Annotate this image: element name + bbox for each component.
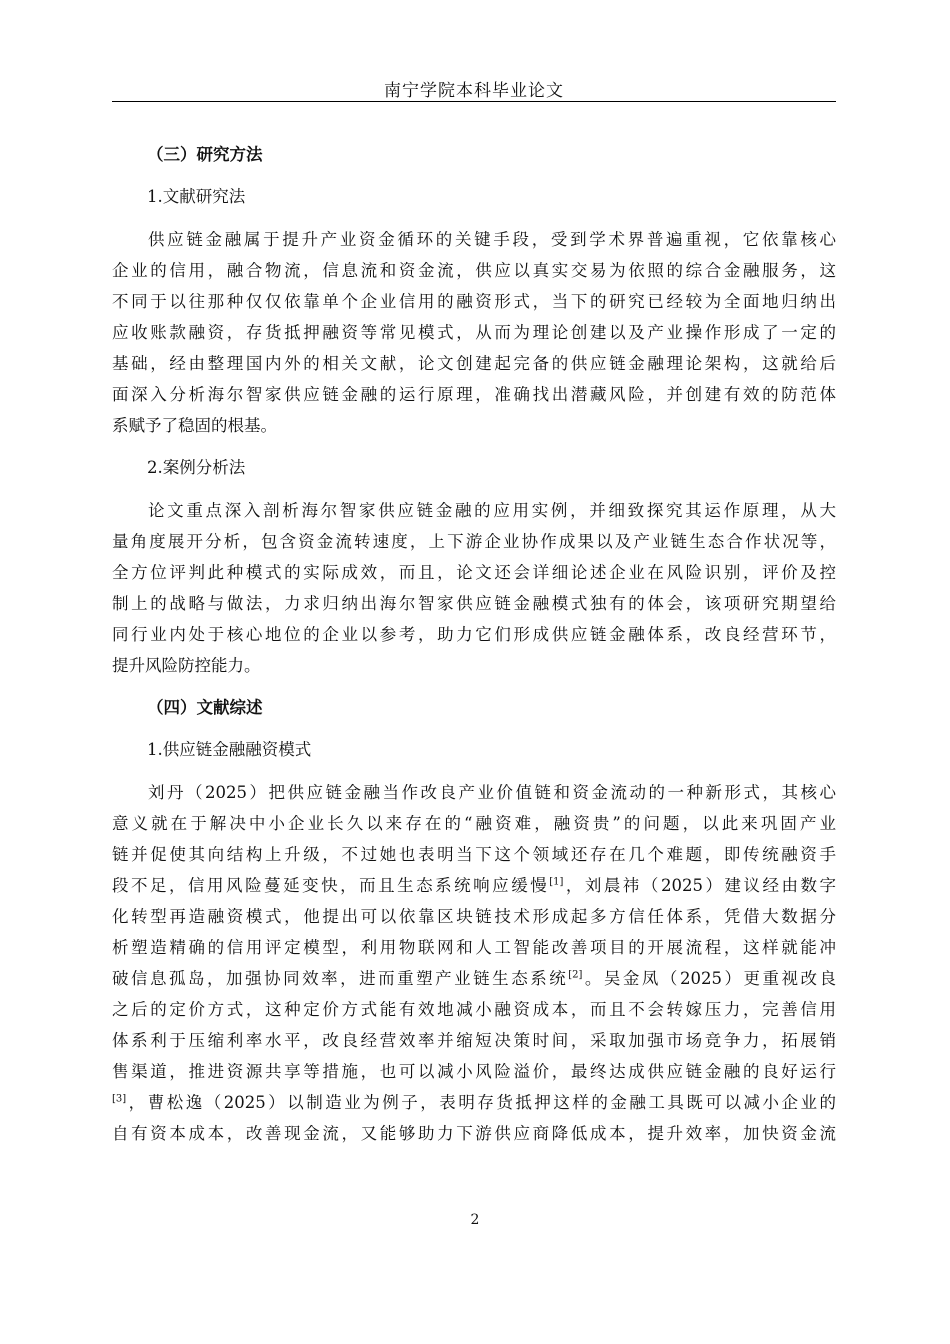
text-segment: 段不足，信用风险蔓延变快，而且生态系统响应缓慢 [112, 876, 550, 895]
section-heading-literature-review: （四）文献综述 [147, 698, 263, 717]
subheading-case-method: 2.案例分析法 [147, 458, 246, 477]
text-line [112, 1087, 836, 1118]
document-body [112, 140, 836, 1161]
section-heading-research-methods: （三）研究方法 [147, 145, 263, 164]
text-line [112, 870, 836, 901]
paragraph-literature-method [112, 224, 836, 441]
text-line: 提升风险防控能力。 [112, 656, 261, 675]
text-line: 之后的定价方式，这种定价方式能有效地减小融资成本，而且不会转嫁压力，完善信用 [112, 1000, 836, 1019]
text-segment: ，刘晨祎（2025）建议经由数字 [563, 876, 836, 895]
text-line: 基础，经由整理国内外的相关文献，论文创建起完备的供应链金融理论架构，这就给后 [112, 354, 836, 373]
citation-1: [1] [549, 876, 564, 888]
text-line: 不同于以往那种仅仅依靠单个企业信用的融资形式，当下的研究已经较为全面地归纳出 [112, 292, 836, 311]
text-segment: 。吴金凤（2025）更重视改良 [582, 969, 836, 988]
subheading-financing-mode: 1.供应链金融融资模式 [147, 740, 312, 759]
text-line: 同行业内处于核心地位的企业以参考，助力它们形成供应链金融体系，改良经营环节， [112, 625, 836, 644]
paragraph-case-method [112, 495, 836, 681]
text-line: 企业的信用，融合物流，信息流和资金流，供应以真实交易为依照的综合金融服务，这 [112, 261, 836, 280]
text-line: 意义就在于解决中小企业长久以来存在的“融资难，融资贵”的问题，以此来巩固产业 [112, 814, 836, 833]
paragraph-literature-review [112, 777, 836, 1149]
citation-3: [3] [112, 1093, 127, 1105]
text-line: 链并促使其向结构上升级，不过她也表明当下这个领域还存在几个难题，即传统融资手 [112, 845, 836, 864]
text-line: 供应链金融属于提升产业资金循环的关键手段，受到学术界普遍重视，它依靠核心 [148, 230, 836, 249]
page-number: 2 [470, 1212, 480, 1228]
text-line: 应收账款融资，存货抵押融资等常见模式，从而为理论创建以及产业操作形成了一定的 [112, 323, 836, 342]
text-segment: ，曹松逸（2025）以制造业为例子，表明存货抵押这样的金融工具既可以减小企业的 [126, 1093, 836, 1112]
text-line: 制上的战略与做法，力求归纳出海尔智家供应链金融模式独有的体会，该项研究期望给 [112, 594, 836, 613]
text-line: 系赋予了稳固的根基。 [112, 416, 277, 435]
subheading-literature-method: 1.文献研究法 [147, 187, 246, 206]
header-rule [112, 101, 836, 102]
text-segment: 破信息孤岛，加强协同效率，进而重塑产业链生态系统 [112, 969, 569, 988]
text-line: 论文重点深入剖析海尔智家供应链金融的应用实例，并细致探究其运作原理，从大 [148, 501, 836, 520]
text-line: 量角度展开分析，包含资金流转速度，上下游企业协作成果以及产业链生态合作状况等， [112, 532, 836, 551]
text-line: 析塑造精确的信用评定模型，利用物联网和人工智能改善项目的开展流程，这样就能冲 [112, 938, 836, 957]
text-line: 售渠道，推进资源共享等措施，也可以减小风险溢价，最终达成供应链金融的良好运行 [112, 1062, 836, 1081]
text-line: 刘丹（2025）把供应链金融当作改良产业价值链和资金流动的一种新形式，其核心 [148, 783, 836, 802]
running-header: 南宁学院本科毕业论文 [384, 81, 564, 101]
text-line: 全方位评判此种模式的实际成效，而且，论文还会详细论述企业在风险识别，评价及控 [112, 563, 836, 582]
text-line: 体系利于压缩利率水平，改良经营效率并缩短决策时间，采取加强市场竞争力，拓展销 [112, 1031, 836, 1050]
citation-2: [2] [568, 969, 583, 981]
text-line: 面深入分析海尔智家供应链金融的运行原理，准确找出潜藏风险，并创建有效的防范体 [112, 385, 836, 404]
text-line: 自有资本成本，改善现金流，又能够助力下游供应商降低成本，提升效率，加快资金流 [112, 1124, 836, 1143]
text-line: 化转型再造融资模式，他提出可以依靠区块链技术形成起多方信任体系，凭借大数据分 [112, 907, 836, 926]
text-line [112, 963, 836, 994]
